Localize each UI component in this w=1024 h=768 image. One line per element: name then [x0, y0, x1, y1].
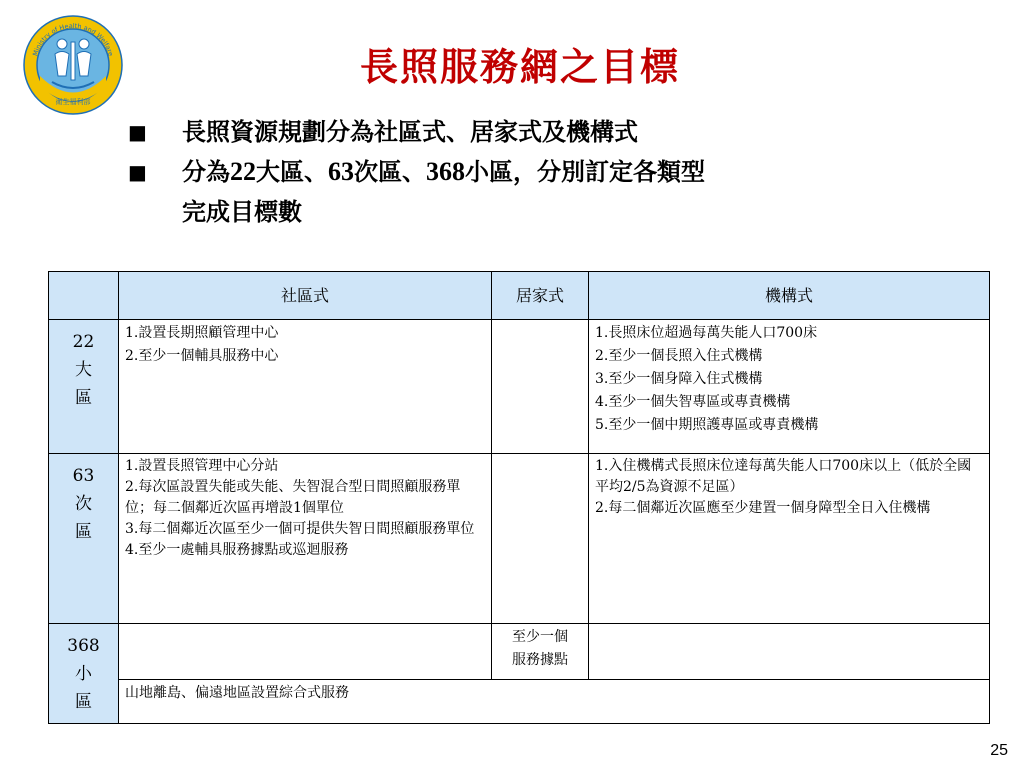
bullet-list [120, 112, 940, 232]
cell-home [492, 454, 589, 624]
cell-home [492, 320, 589, 454]
service-target-table [48, 271, 990, 724]
table-header-institution: 機構式 [589, 272, 990, 320]
cell-community: 1.設置長照管理中心分站 2.每次區設置失能或失能、失智混合型日間照顧服務單位；每二個鄰近次區再增設1個單位 3.每二個鄰近次區至少一個可提供失智日間照顧服務單位 4.至少一處輔具服務據點或巡迴服務 [119, 454, 492, 624]
bullet-item [120, 152, 940, 232]
cell-home: 至少一個 服務據點 [492, 624, 589, 680]
table-header-corner [49, 272, 119, 320]
square-bullet-icon: ■ [128, 160, 147, 184]
page-number: 25 [990, 742, 1008, 759]
page-title: 長照服務網之目標 [360, 44, 681, 89]
cell-institution: 1.長照床位超過每萬失能人口700床 2.至少一個長照入住式機構 3.至少一個身障入住式機構 4.至少一個失智專區或專責機構 5.至少一個中期照護專區或專責機構 [589, 320, 990, 454]
cell-institution: 1.入住機構式長照床位達每萬失能人口700床以上（低於全國平均2/5為資源不足區） 2.每二個鄰近次區應至少建置一個身障型全日入住機構 [589, 454, 990, 624]
ministry-logo [22, 14, 124, 116]
table-row [49, 320, 990, 454]
table-header-home: 居家式 [492, 272, 589, 320]
row-head-22: 22 大 區 [49, 320, 119, 454]
logo-ring-text: Ministry of Health and Welfare [31, 21, 115, 58]
logo-bottom-text: 衛生福利部 [55, 98, 91, 106]
table-row [49, 680, 990, 724]
table-header-community: 社區式 [119, 272, 492, 320]
square-bullet-icon: ■ [128, 120, 147, 144]
table-header-row [49, 272, 990, 320]
cell-institution [589, 624, 990, 680]
bullet-text: 分為22大區、63次區、368小區，分別訂定各類型 完成目標數 [182, 157, 705, 226]
bullet-item [120, 112, 940, 152]
table-row [49, 454, 990, 624]
row-head-63: 63 次 區 [49, 454, 119, 624]
cell-remote-area-service: 山地離島、偏遠地區設置綜合式服務 [119, 680, 990, 724]
row-head-368: 368 小 區 [49, 624, 119, 724]
table-row [49, 624, 990, 680]
cell-community [119, 624, 492, 680]
bullet-text: 長照資源規劃分為社區式、居家式及機構式 [182, 117, 638, 146]
cell-community: 1.設置長期照顧管理中心 2.至少一個輔具服務中心 [119, 320, 492, 454]
